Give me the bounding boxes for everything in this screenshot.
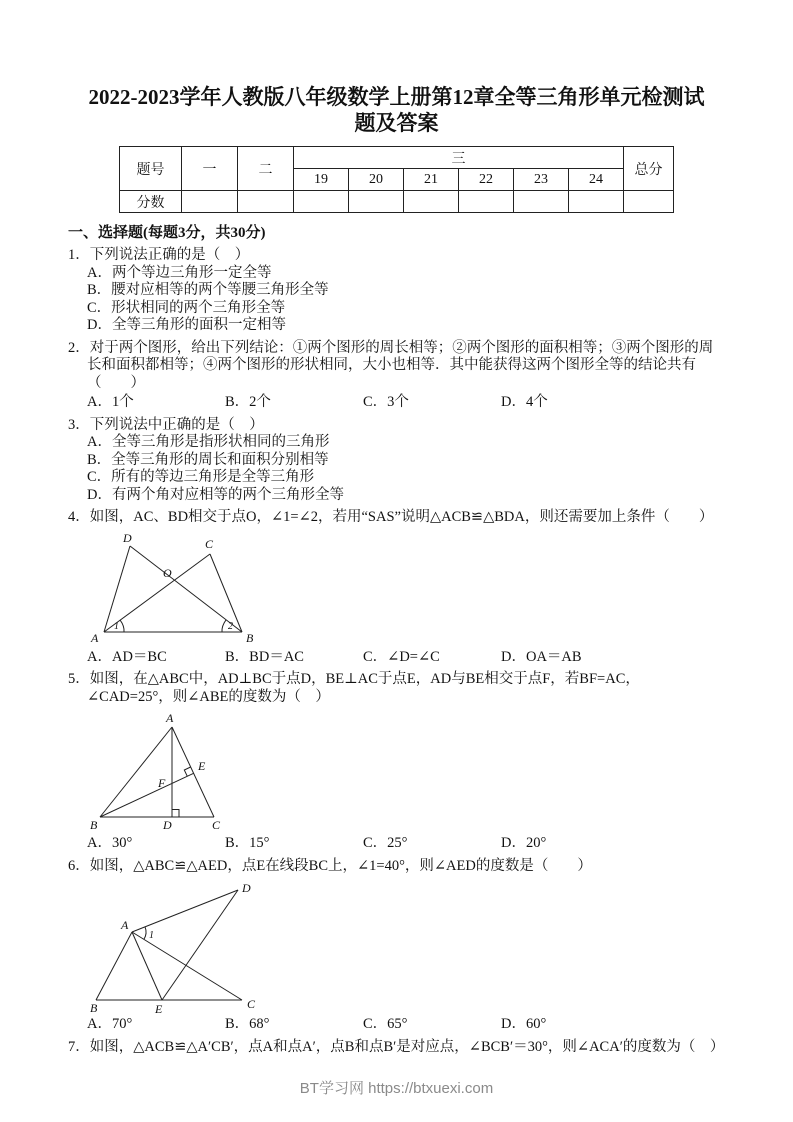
table-score-cell xyxy=(294,191,349,213)
table-header-total: 总分 xyxy=(624,147,674,191)
table-subcol-19: 19 xyxy=(294,169,349,191)
question-6-options xyxy=(68,1016,725,1034)
table-score-cell xyxy=(238,191,294,213)
fig5-label-f: F xyxy=(158,776,166,790)
fig5-label-a: A xyxy=(166,711,174,725)
table-score-cell xyxy=(514,191,569,213)
page-title xyxy=(68,84,725,136)
question-4 xyxy=(68,509,725,666)
question-2-option-b: B．2个 xyxy=(225,394,271,410)
question-5-options xyxy=(68,835,725,853)
fig6-label-b: B xyxy=(90,1001,98,1014)
fig4-label-b: B xyxy=(246,630,254,645)
question-6-option-d: D．60° xyxy=(501,1016,547,1032)
question-6-option-a: A．70° xyxy=(87,1016,133,1032)
question-1 xyxy=(68,247,725,335)
table-score-label: 分数 xyxy=(120,191,182,213)
table-score-cell xyxy=(404,191,459,213)
fig6-label-angle1: 1 xyxy=(149,930,154,941)
question-7 xyxy=(68,1039,725,1057)
section-heading: 一、选择题(每题3分，共30分) xyxy=(68,225,266,241)
question-3-option-d: D．有两个角对应相等的两个三角形全等 xyxy=(87,486,344,503)
fig6-label-a: A xyxy=(121,918,129,932)
table-header-section2: 二 xyxy=(238,147,294,191)
question-2-option-d: D．4个 xyxy=(501,394,548,410)
table-subcol-24: 24 xyxy=(569,169,624,191)
right-angle-mark-d xyxy=(172,810,179,818)
table-score-cell xyxy=(459,191,514,213)
fig4-label-c: C xyxy=(205,536,214,551)
fig6-label-c: C xyxy=(247,997,256,1011)
question-2-options xyxy=(68,394,725,412)
figure-q6-lines xyxy=(96,890,242,1000)
fig5-label-d: D xyxy=(163,818,172,832)
table-subcol-22: 22 xyxy=(459,169,514,191)
angle1-arc xyxy=(144,927,146,940)
fig4-label-d: D xyxy=(123,531,132,545)
figure-q6-congruent-triangles xyxy=(90,880,260,1014)
table-subcol-23: 23 xyxy=(514,169,569,191)
fig6-label-e: E xyxy=(155,1002,163,1014)
table-score-cell xyxy=(624,191,674,213)
question-1-text: 1．下列说法正确的是（ ） xyxy=(68,247,250,263)
angle1-arc xyxy=(120,620,124,632)
question-5-text: 5．如图，在△ABC中，AD⊥BC于点D，BE⊥AC于点E，AD与BE相交于点F，若BF=AC，∠CAD=25°，则∠ABE的度数为（ ） xyxy=(68,671,640,705)
question-4-option-d: D．OA＝AB xyxy=(501,648,582,665)
question-5-option-b: B．15° xyxy=(225,835,270,851)
figure-q4-lines xyxy=(104,546,242,632)
question-3 xyxy=(68,417,725,505)
question-5 xyxy=(68,671,725,853)
fig5-label-b: B xyxy=(90,818,98,832)
question-1-option-b: B．腰对应相等的两个等腰三角形全等 xyxy=(87,282,329,298)
table-subcol-21: 21 xyxy=(404,169,459,191)
page-title-line2: 题及答案 xyxy=(354,111,439,135)
question-5-option-c: C．25° xyxy=(363,835,408,851)
question-4-options xyxy=(68,649,725,667)
question-4-option-b: B．BD＝AC xyxy=(225,648,304,665)
question-6-option-b: B．68° xyxy=(225,1016,270,1032)
angle2-arc xyxy=(222,619,226,631)
page-title-line1: 2022-2023学年人教版八年级数学上册第12章全等三角形单元检测试 xyxy=(88,85,705,109)
question-6 xyxy=(68,858,725,1034)
question-2 xyxy=(68,340,725,412)
question-4-text: 4．如图，AC、BD相交于点O，∠1=∠2，若用“SAS”说明△ACB≌△BDA，则还需要加上条件（ ） xyxy=(68,509,714,525)
question-1-option-d: D．全等三角形的面积一定相等 xyxy=(87,317,286,333)
question-1-option-a: A．两个等边三角形一定全等 xyxy=(87,264,272,281)
table-subcol-20: 20 xyxy=(349,169,404,191)
question-3-option-a: A．全等三角形是指形状相同的三角形 xyxy=(87,434,330,450)
figure-q5-triangle-altitudes xyxy=(90,711,235,833)
question-4-option-c: C．∠D=∠C xyxy=(363,648,440,665)
table-score-cell xyxy=(349,191,404,213)
fig4-label-o: O xyxy=(163,565,172,580)
question-4-option-a: A．AD＝BC xyxy=(87,648,167,665)
table-score-cell xyxy=(569,191,624,213)
figure-q5-lines xyxy=(100,727,214,817)
figure-q4-overlapping-triangles xyxy=(90,532,265,647)
question-5-option-a: A．30° xyxy=(87,835,133,851)
score-table xyxy=(119,146,674,213)
table-header-section3: 三 xyxy=(294,147,624,169)
table-header-section1: 一 xyxy=(182,147,238,191)
fig4-label-a: A xyxy=(91,630,99,645)
fig6-label-d: D xyxy=(242,881,251,895)
question-2-option-a: A．1个 xyxy=(87,394,134,410)
question-2-text: 2．对于两个图形，给出下列结论：①两个图形的周长相等；②两个图形的面积相等；③两个图形的周长和面积都相等；④两个图形的形状相同，大小也相等．其中能获得这两个图形全等的结论共有（ ） xyxy=(68,339,714,391)
question-3-text: 3．下列说法中正确的是（ ） xyxy=(68,416,264,433)
question-1-option-c: C．形状相同的两个三角形全等 xyxy=(87,299,286,316)
watermark-footer: BT学习网 https://btxuexi.com xyxy=(299,1080,494,1097)
question-5-option-d: D．20° xyxy=(501,835,547,851)
question-6-option-c: C．65° xyxy=(363,1016,408,1032)
fig4-label-angle2: 2 xyxy=(228,620,233,632)
table-score-cell xyxy=(182,191,238,213)
table-header-qnum: 题号 xyxy=(120,147,182,191)
fig5-label-c: C xyxy=(212,818,221,832)
fig4-label-angle1: 1 xyxy=(114,620,119,632)
question-6-text: 6．如图，△ABC≌△AED，点E在线段BC上，∠1=40°，则∠AED的度数是（ ） xyxy=(68,857,592,874)
question-3-option-b: B．全等三角形的周长和面积分别相等 xyxy=(87,451,329,468)
question-2-option-c: C．3个 xyxy=(363,394,409,410)
fig5-label-e: E xyxy=(198,759,206,773)
question-3-option-c: C．所有的等边三角形是全等三角形 xyxy=(87,469,315,485)
question-7-text: 7．如图，△ACB≌△A′CB′，点A和点A′，点B和点B′是对应点，∠BCB′＝30°，则∠ACA′的度数为（ ） xyxy=(68,1038,725,1055)
